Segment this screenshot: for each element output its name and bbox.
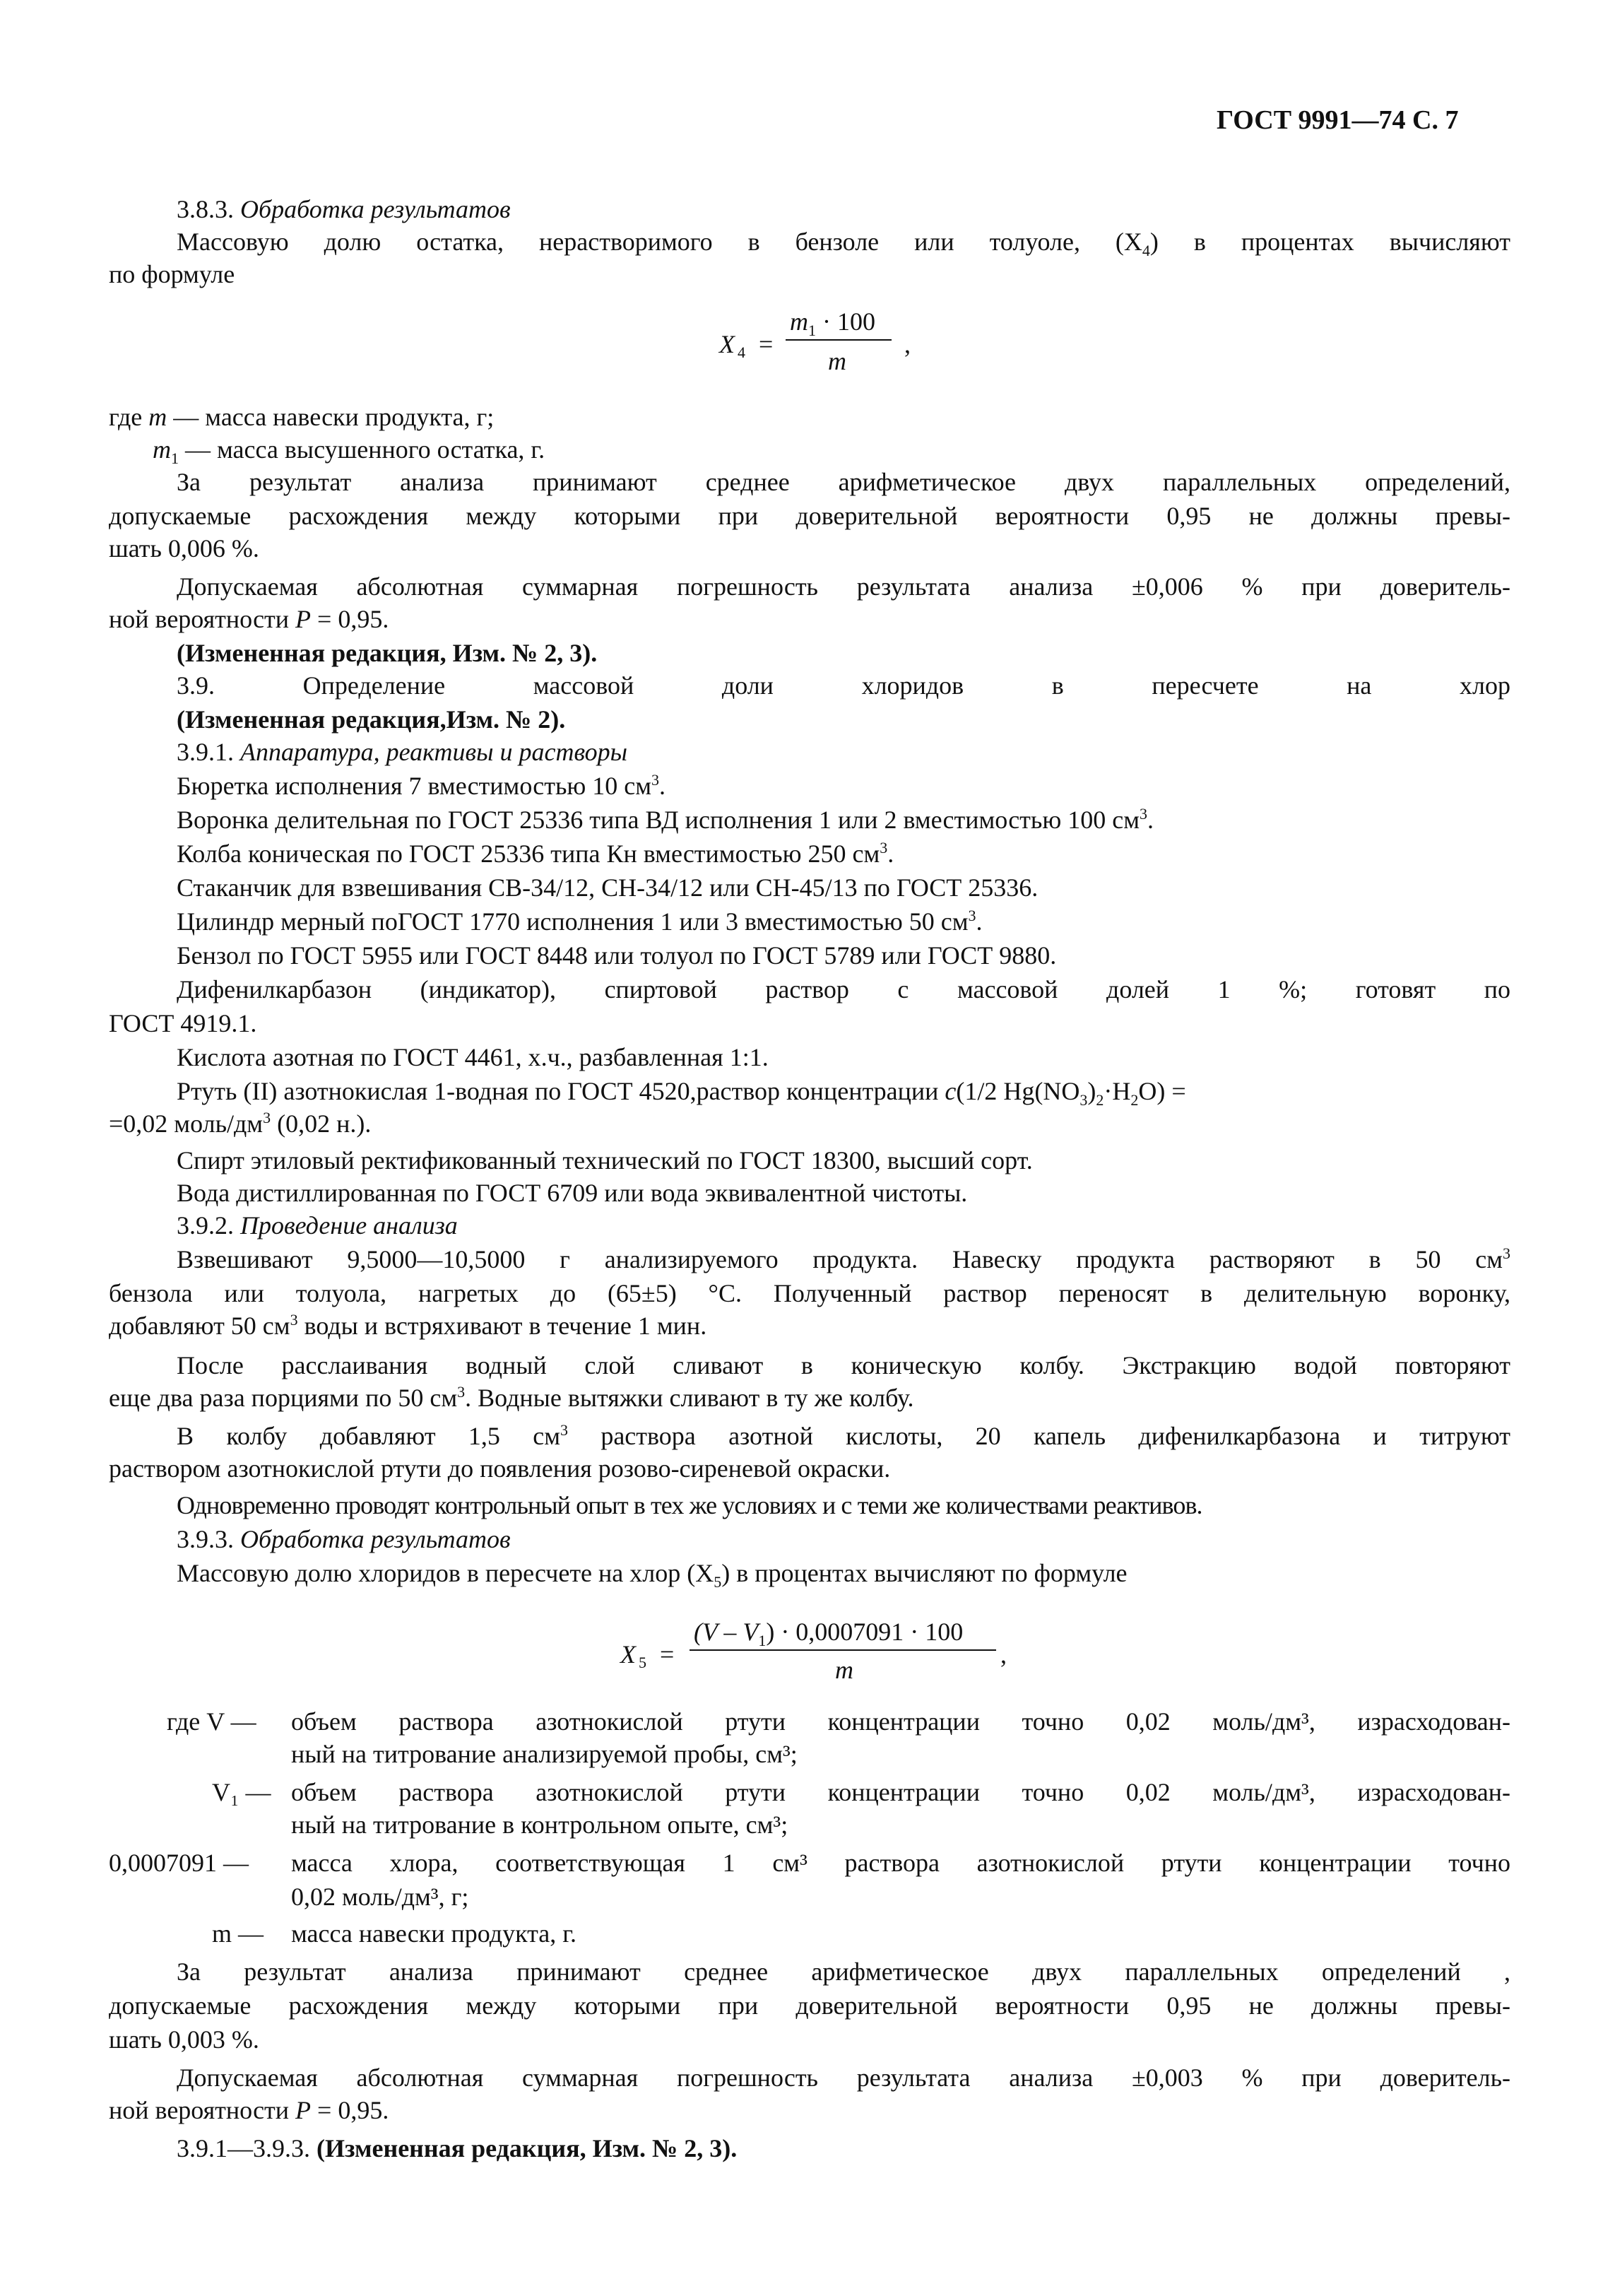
paragraph: еще два раза порциями по 50 $см^3$. Водные вытяжки сливают в ту же колбу. [109, 1383, 914, 1412]
list-item: Спирт этиловый ректификованный технический по ГОСТ 18300, высший сорт. [177, 1146, 1033, 1175]
paragraph: Одновременно проводят контрольный опыт в тех же условиях и с теми же количествами реактивов. [177, 1491, 1202, 1519]
paragraph: За результат анализа принимают среднее арифметическое двух параллельных определений, [177, 468, 1510, 496]
paragraph: добавляют 50 $см^3$ воды и встряхивают в течение 1 мин. [109, 1311, 707, 1340]
paragraph: Допускаемая абсолютная суммарная погрешность результата анализа ±0,003 % при доверитель- [177, 2064, 1510, 2092]
where-label: 0,0007091 — [109, 1849, 249, 1877]
list-item: Стаканчик для взвешивания СВ-34/12, СН-34/12 или СН-45/13 по ГОСТ 25336. [177, 873, 1039, 902]
where-desc: ный на титрование в контрольном опыте, см³; [291, 1811, 788, 1839]
edit-note: (Измененная редакция,Изм. № 2). [177, 705, 566, 734]
where-desc: объем раствора азотнокислой ртути концентрации точно 0,02 моль/дм³, израсходован- [291, 1707, 1510, 1736]
paragraph: Допускаемая абсолютная суммарная погрешность результата анализа ±0,006 % при доверитель- [177, 572, 1510, 601]
list-item: Колба коническая по ГОСТ 25336 типа Кн вместимостью 250 $см^3$. [177, 839, 894, 868]
where-label: m — [212, 1919, 264, 1948]
where-line: $m_1$ — масса высушенного остатка, г. [153, 435, 545, 468]
paragraph: ной вероятности P = 0,95. [109, 2096, 389, 2124]
paragraph: шать 0,006 %. [109, 534, 259, 563]
fraction-bar [786, 339, 892, 341]
section-heading: 3.9.3. Обработка результатов [177, 1525, 511, 1553]
paragraph: В колбу добавляют 1,5 $см^3$ раствора азотной кислоты, 20 капель дифенилкарбазона и титруют [177, 1421, 1511, 1450]
where-desc: ный на титрование анализируемой пробы, см³; [291, 1740, 798, 1768]
section-heading: 3.8.3. Обработка результатов [177, 195, 511, 223]
where-label: где V — [167, 1707, 256, 1736]
paragraph: Взвешивают 9,5000—10,5000 г анализируемого продукта. Навеску продукта растворяют в 50 $см^3$ [177, 1244, 1510, 1273]
where-desc: 0,02 моль/дм³, г; [291, 1883, 469, 1911]
formula-numerator: $(V - V_1) \cdot 0,0007091 \cdot 100$ [694, 1618, 964, 1650]
section-heading-3-9: 3.9. Определение массовой доли хлоридов в пересчете на хлор [177, 671, 1510, 700]
paragraph: шать 0,003 %. [109, 2025, 259, 2054]
where-label: V₁ — [212, 1778, 271, 1806]
list-item: Вода дистиллированная по ГОСТ 6709 или вода эквивалентной чистоты. [177, 1179, 968, 1207]
list-item: Ртуть (II) азотнокислая 1-водная по ГОСТ 4520,раствор концентрации c(1/2 $Hg(NO_3)_2\cdot H_2O$) = [177, 1077, 1186, 1109]
list-item: Цилиндр мерный поГОСТ 1770 исполнения 1 или 3 вместимостью 50 $см^3$. [177, 907, 983, 936]
paragraph: раствором азотнокислой ртути до появления розово-сиреневой окраски. [109, 1454, 891, 1483]
edit-note: 3.9.1—3.9.3. (Измененная редакция, Изм. № 2, 3). [177, 2134, 738, 2162]
list-item: Бензол по ГОСТ 5955 или ГОСТ 8448 или толуол по ГОСТ 5789 или ГОСТ 9880. [177, 941, 1057, 970]
list-item: Бюретка исполнения 7 вместимостью 10 $см^3$. [177, 771, 666, 800]
section-heading: 3.9.1. Аппаратура, реактивы и растворы [177, 738, 627, 766]
list-item: =0,02 моль/$дм^3$ (0,02 н.). [109, 1109, 372, 1138]
paragraph: бензола или толуола, нагретых до (65±5) °С. Полученный раствор переносят в делительную воронку, [109, 1279, 1510, 1307]
document-page: ГОСТ 9991—74 С. 7 3.8.3. Обработка результатов Массовую долю остатка, нерастворимого в бензоле или толуоле, $(X_4)$ в процентах вычисляют по формуле X 4 = $m_1 \cdot 100$ m , где m — масса навески продукта, г; $m_1$ — масса высушенного остатка, г. За результат анализа принимают среднее арифметическое двух параллельных определений, допускаемые расхождения между которыми при доверительной вероятности 0,95 не должны превы- шать 0,006 %. Допускаемая абсолютная суммарная погрешность результата анализа ±0,006 % при доверитель- ной вероятности P = 0,95. (Измененная редакция, Изм. № 2, 3). 3.9. Определение массовой доли хлоридов в пересчете на хлор (Измененная редакция,Изм. № 2). 3.9.1. Аппаратура, реактивы и растворы Бюретка исполнения 7 вместимостью 10 $см^3$. Воронка делительная по ГОСТ 25336 типа ВД исполнения 1 или 2 вместимостью 100 $см^3$. Колба коническая по ГОСТ 25336 типа Кн вместимостью 250 $см^3$. Стаканчик для взвешивания СВ-34/12, СН-34/12 или СН-45/13 по ГОСТ 25336. Цилиндр мерный поГОСТ 1770 исполнения 1 или 3 вместимостью 50 $см^3$. Бензол по ГОСТ 5955 или ГОСТ 8448 или толуол по ГОСТ 5789 или ГОСТ 9880. Дифенилкарбазон (индикатор), спиртовой раствор с массовой долей 1 %; готовят по ГОСТ 4919.1. Кислота азотная по ГОСТ 4461, х.ч., разбавленная 1:1. Ртуть (II) азотнокислая 1-водная по ГОСТ 4520,раствор концентрации c(1/2 $Hg(NO_3)_2\cdot H_2O$) = =0,02 моль/$дм^3$ (0,02 н.). Спирт этиловый ректификованный технический по ГОСТ 18300, высший сорт. Вода дистиллированная по ГОСТ 6709 или вода эквивалентной чистоты. 3.9.2. Проведение анализа Взвешивают 9,5000—10,5000 г анализируемого продукта. Навеску продукта растворяют в 50 $см^3$ бензола или толуола, нагретых до (65±5) °С. Полученный раствор переносят в делительную воронку, добавляют 50 $см^3$ воды и встряхивают в течение 1 мин. После расслаивания водный слой сливают в коническую колбу. Экстракцию водой повторяют еще два раза порциями по 50 $см^3$. Водные вытяжки сливают в ту же колбу. В колбу добавляют 1,5 $см^3$ раствора азотной кислоты, 20 капель дифенилкарбазона и титруют раствором азотнокислой ртути до появления розово-сиреневой окраски. Одновременно проводят контрольный опыт в тех же условиях и с теми же количествами реактивов. 3.9.3. Обработка результатов Массовую долю хлоридов в пересчете на хлор $(X_5)$ в процентах вычисляют по формуле X 5 = $(V - V_1) \cdot 0,0007091 \cdot 100$ m , где V — объем раствора азотнокислой ртути концентрации точно 0,02 моль/дм³, израсходован- ный на титрование анализируемой пробы, см³; V₁ — объем раствора азотнокислой ртути концентрации точно 0,02 моль/дм³, израсходован- ный на титрование в контрольном опыте, см³; 0,0007091 — масса хлора, соответствующая 1 см³ раствора азотнокислой ртути концентрации точно 0,02 моль/дм³, г; m — масса навески продукта, г. За результат анализа принимают среднее арифметическое двух параллельных определений , допускаемые расхождения между которыми при доверительной вероятности 0,95 не должны превы- шать 0,003 %. Допускаемая абсолютная суммарная погрешность результата анализа ±0,003 % при доверитель- ной вероятности P = 0,95. 3.9.1—3.9.3. (Измененная редакция, Изм. № 2, 3). [109, 105, 1511, 2162]
paragraph-line: по формуле [109, 260, 235, 288]
paragraph: За результат анализа принимают среднее арифметическое двух параллельных определений , [177, 1958, 1510, 1986]
paragraph: Массовую долю остатка, нерастворимого в бензоле или толуоле, $(X_4)$ в процентах вычисляют [177, 228, 1511, 260]
edit-note: (Измененная редакция, Изм. № 2, 3). [177, 639, 598, 667]
paragraph: Массовую долю хлоридов в пересчете на хлор $(X_5)$ в процентах вычисляют по формуле [177, 1559, 1128, 1591]
where-desc: объем раствора азотнокислой ртути концентрации точно 0,02 моль/дм³, израсходован- [291, 1778, 1510, 1806]
formula-numerator: $m_1 \cdot 100$ [790, 307, 875, 340]
paragraph: ной вероятности P = 0,95. [109, 605, 389, 633]
where-desc: масса хлора, соответствующая 1 см³ раствора азотнокислой ртути концентрации точно [291, 1849, 1510, 1877]
fraction-bar [690, 1649, 996, 1651]
list-item: Воронка делительная по ГОСТ 25336 типа ВД исполнения 1 или 2 вместимостью 100 $см^3$. [177, 805, 1154, 834]
paragraph: допускаемые расхождения между которыми при доверительной вероятности 0,95 не должны превы- [109, 502, 1510, 530]
paragraph: После расслаивания водный слой сливают в коническую колбу. Экстракцию водой повторяют [177, 1351, 1510, 1379]
section-heading: 3.9.2. Проведение анализа [177, 1211, 458, 1240]
list-item: Дифенилкарбазон (индикатор), спиртовой раствор с массовой долей 1 %; готовят по [177, 975, 1510, 1003]
where-desc: масса навески продукта, г. [291, 1919, 576, 1948]
where-line: где m — масса навески продукта, г; [109, 403, 495, 431]
page-header: ГОСТ 9991—74 С. 7 [1217, 105, 1459, 135]
paragraph: допускаемые расхождения между которыми при доверительной вероятности 0,95 не должны превы- [109, 1991, 1510, 2020]
list-item: ГОСТ 4919.1. [109, 1009, 257, 1037]
list-item: Кислота азотная по ГОСТ 4461, х.ч., разбавленная 1:1. [177, 1043, 769, 1071]
